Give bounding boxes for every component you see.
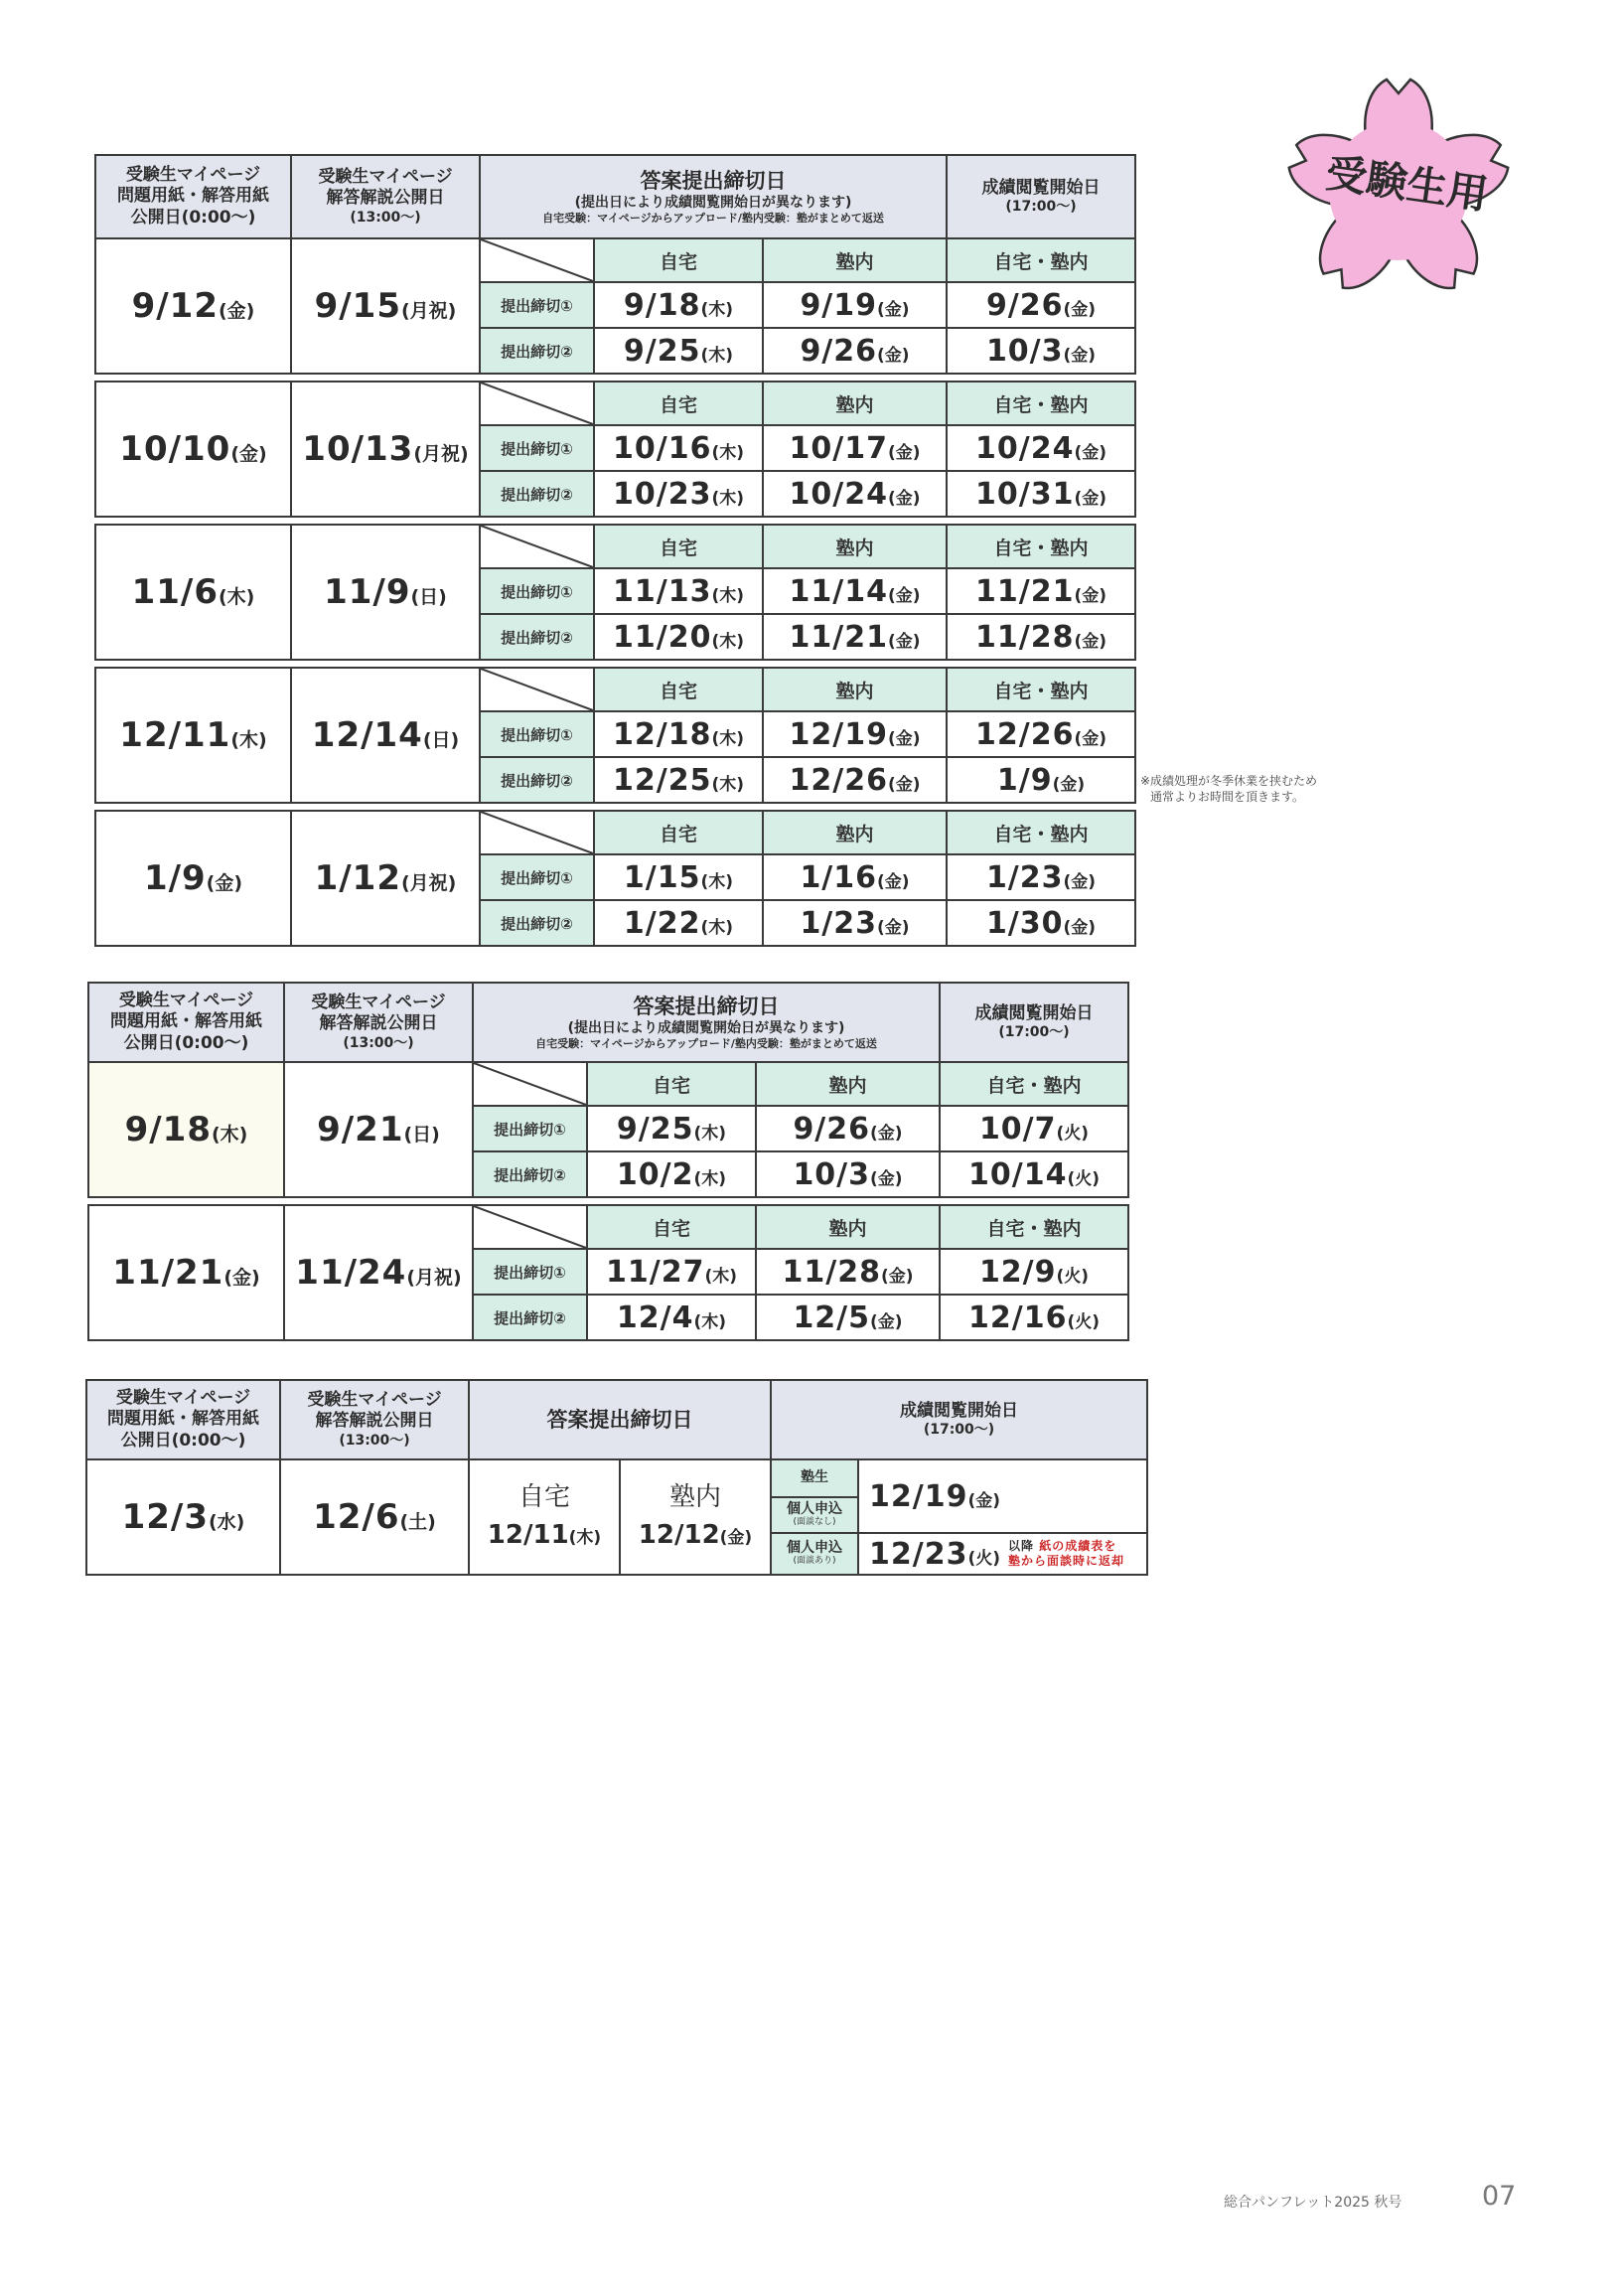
deadline-date-cell: 12/25(木) <box>594 757 763 803</box>
deadline-date-cell: 10/2(木) <box>587 1151 756 1197</box>
deadline-date-cell: 10/23(木) <box>594 471 763 517</box>
answer-date-cell: 9/21(日) <box>284 1062 473 1197</box>
publish-date-cell: 11/6(木) <box>95 525 291 660</box>
deadline-label: 提出締切② <box>480 471 594 517</box>
deadline-date-cell: 9/18(木) <box>594 282 763 328</box>
deadline-label: 提出締切① <box>480 568 594 614</box>
schedule-table-2 <box>87 982 1129 1341</box>
deadline-label: 提出締切② <box>480 328 594 374</box>
col-both-header: 自宅・塾内 <box>947 382 1135 425</box>
deadline-date-cell: 12/9(火) <box>940 1249 1128 1295</box>
col-both-header: 自宅・塾内 <box>947 811 1135 854</box>
col-school-header: 塾内 <box>763 811 947 854</box>
deadline-date-cell: 10/24(金) <box>947 425 1135 471</box>
badge-label: 受験生用 <box>1322 148 1492 220</box>
header-answer-date: 受験生マイページ 解答解説公開日 (13:00～) <box>280 1380 469 1459</box>
header-deadline: 答案提出締切日 (提出日により成績閲覧開始日が異なります) 自宅受験：マイページからアップロード/塾内受験：塾がまとめて返送 <box>473 983 940 1062</box>
header-publish-date: 受験生マイページ 問題用紙・解答用紙 公開日(0:00～) <box>95 155 291 238</box>
deadline-date-cell: 10/24(金) <box>763 471 947 517</box>
deadline-date-cell: 9/26(金) <box>763 328 947 374</box>
deadline-label: 提出締切② <box>473 1151 587 1197</box>
diagonal-corner-cell <box>480 382 594 425</box>
deadline-date-cell: 10/3(金) <box>756 1151 940 1197</box>
individual-interview-label: 個人申込 (面談あり) <box>771 1533 858 1575</box>
result-date-1: 12/19(金) <box>858 1459 1147 1533</box>
deadline-label: 提出締切① <box>480 282 594 328</box>
diagonal-corner-cell <box>480 238 594 282</box>
col-home-header: 自宅 <box>594 668 763 711</box>
deadline-date-cell: 9/25(木) <box>587 1106 756 1151</box>
col-school-header: 塾内 <box>756 1062 940 1106</box>
table-header-row <box>86 1380 1147 1459</box>
header-answer-date: 受験生マイページ 解答解説公開日 (13:00～) <box>291 155 480 238</box>
col-school-header: 塾内 <box>763 525 947 568</box>
deadline-date-cell: 1/23(金) <box>763 900 947 946</box>
deadline-date-cell: 10/16(木) <box>594 425 763 471</box>
header-result-date: 成績閲覧開始日 (17:00～) <box>940 983 1128 1062</box>
deadline-date-cell: 1/15(木) <box>594 854 763 900</box>
diagonal-corner-cell <box>480 811 594 854</box>
deadline-date-cell: 12/19(金) <box>763 711 947 757</box>
header-answer-date: 受験生マイページ 解答解説公開日 (13:00～) <box>284 983 473 1062</box>
juku-label: 塾生 <box>771 1459 858 1497</box>
header-deadline: 答案提出締切日 <box>469 1380 771 1459</box>
col-school-header: 塾内 <box>763 382 947 425</box>
table-header-row <box>95 155 1135 238</box>
col-school-header: 塾内 <box>763 238 947 282</box>
deadline-date-cell: 11/27(木) <box>587 1249 756 1295</box>
col-home-header: 自宅 <box>594 811 763 854</box>
footer-title: 総合パンフレット2025 秋号 <box>1224 2195 1402 2211</box>
publish-date-cell: 12/3(水) <box>86 1459 280 1575</box>
deadline-label: 提出締切② <box>480 757 594 803</box>
publish-date-cell: 11/21(金) <box>88 1205 284 1340</box>
col-home-header: 自宅 <box>594 382 763 425</box>
header-publish-date: 受験生マイページ 問題用紙・解答用紙 公開日(0:00～) <box>88 983 284 1062</box>
col-school-header: 塾内 <box>756 1205 940 1249</box>
deadline-date-cell: 1/22(木) <box>594 900 763 946</box>
deadline-date-cell: 10/3(金) <box>947 328 1135 374</box>
diagonal-corner-cell <box>480 525 594 568</box>
deadline-label: 提出締切① <box>480 711 594 757</box>
table-header-row <box>88 983 1128 1062</box>
deadline-date-cell: 12/26(金) <box>947 711 1135 757</box>
school-deadline-cell: 塾内 12/12(金) <box>620 1459 771 1575</box>
schedule-table-1 <box>94 154 1136 947</box>
deadline-date-cell: 9/19(金) <box>763 282 947 328</box>
deadline-date-cell: 9/26(金) <box>756 1106 940 1151</box>
publish-date-cell: 1/9(金) <box>95 811 291 946</box>
answer-date-cell: 11/24(月祝) <box>284 1205 473 1340</box>
answer-date-cell: 11/9(日) <box>291 525 480 660</box>
header-publish-date: 受験生マイページ 問題用紙・解答用紙 公開日(0:00～) <box>86 1380 280 1459</box>
col-both-header: 自宅・塾内 <box>940 1205 1128 1249</box>
col-school-header: 塾内 <box>763 668 947 711</box>
deadline-date-cell: 10/31(金) <box>947 471 1135 517</box>
deadline-label: 提出締切① <box>473 1106 587 1151</box>
deadline-date-cell: 11/20(木) <box>594 614 763 660</box>
deadline-date-cell: 10/14(火) <box>940 1151 1128 1197</box>
deadline-date-cell: 1/30(金) <box>947 900 1135 946</box>
deadline-label: 提出締切① <box>480 854 594 900</box>
deadline-date-cell: 1/23(金) <box>947 854 1135 900</box>
deadline-date-cell: 12/5(金) <box>756 1295 940 1340</box>
page-number: 07 <box>1482 2181 1517 2212</box>
deadline-date-cell: 10/7(火) <box>940 1106 1128 1151</box>
home-deadline-cell: 自宅 12/11(木) <box>469 1459 620 1575</box>
publish-date-cell: 12/11(木) <box>95 668 291 803</box>
col-both-header: 自宅・塾内 <box>940 1062 1128 1106</box>
col-home-header: 自宅 <box>594 525 763 568</box>
deadline-date-cell: 11/13(木) <box>594 568 763 614</box>
deadline-date-cell: 11/14(金) <box>763 568 947 614</box>
deadline-date-cell: 11/21(金) <box>947 568 1135 614</box>
col-both-header: 自宅・塾内 <box>947 238 1135 282</box>
col-home-header: 自宅 <box>587 1205 756 1249</box>
publish-date-cell: 9/18(木) <box>88 1062 284 1197</box>
winter-break-note: ※成績処理が冬季休業を挟むため 通常よりお時間を頂きます。 <box>1140 774 1318 804</box>
publish-date-cell: 9/12(金) <box>95 238 291 374</box>
diagonal-corner-cell <box>480 668 594 711</box>
deadline-date-cell: 9/25(木) <box>594 328 763 374</box>
diagonal-corner-cell <box>473 1205 587 1249</box>
answer-date-cell: 12/6(土) <box>280 1459 469 1575</box>
col-both-header: 自宅・塾内 <box>947 525 1135 568</box>
deadline-label: 提出締切② <box>480 900 594 946</box>
answer-date-cell: 1/12(月祝) <box>291 811 480 946</box>
result-date-2: 12/23(火) 以降 紙の成績表を 塾から面談時に返却 <box>858 1533 1147 1575</box>
col-both-header: 自宅・塾内 <box>947 668 1135 711</box>
deadline-date-cell: 12/4(木) <box>587 1295 756 1340</box>
deadline-date-cell: 1/9(金) <box>947 757 1135 803</box>
header-deadline: 答案提出締切日 (提出日により成績閲覧開始日が異なります) 自宅受験：マイページからアップロード/塾内受験：塾がまとめて返送 <box>480 155 947 238</box>
answer-date-cell: 10/13(月祝) <box>291 382 480 517</box>
publish-date-cell: 10/10(金) <box>95 382 291 517</box>
answer-date-cell: 12/14(日) <box>291 668 480 803</box>
deadline-date-cell: 12/26(金) <box>763 757 947 803</box>
paper-report-note: 以降 紙の成績表を 塾から面談時に返却 <box>1008 1539 1125 1568</box>
col-home-header: 自宅 <box>594 238 763 282</box>
header-result-date: 成績閲覧開始日 (17:00～) <box>771 1380 1147 1459</box>
deadline-date-cell: 10/17(金) <box>763 425 947 471</box>
deadline-label: 提出締切① <box>480 425 594 471</box>
deadline-date-cell: 12/18(木) <box>594 711 763 757</box>
individual-no-interview-label: 個人申込 (面談なし) <box>771 1497 858 1533</box>
deadline-label: 提出締切② <box>473 1295 587 1340</box>
deadline-date-cell: 11/28(金) <box>947 614 1135 660</box>
diagonal-corner-cell <box>473 1062 587 1106</box>
deadline-date-cell: 11/21(金) <box>763 614 947 660</box>
answer-date-cell: 9/15(月祝) <box>291 238 480 374</box>
deadline-label: 提出締切② <box>480 614 594 660</box>
deadline-date-cell: 1/16(金) <box>763 854 947 900</box>
schedule-table-3 <box>85 1379 1148 1576</box>
deadline-date-cell: 9/26(金) <box>947 282 1135 328</box>
deadline-date-cell: 11/28(金) <box>756 1249 940 1295</box>
col-home-header: 自宅 <box>587 1062 756 1106</box>
deadline-label: 提出締切① <box>473 1249 587 1295</box>
header-result-date: 成績閲覧開始日 (17:00～) <box>947 155 1135 238</box>
deadline-date-cell: 12/16(火) <box>940 1295 1128 1340</box>
